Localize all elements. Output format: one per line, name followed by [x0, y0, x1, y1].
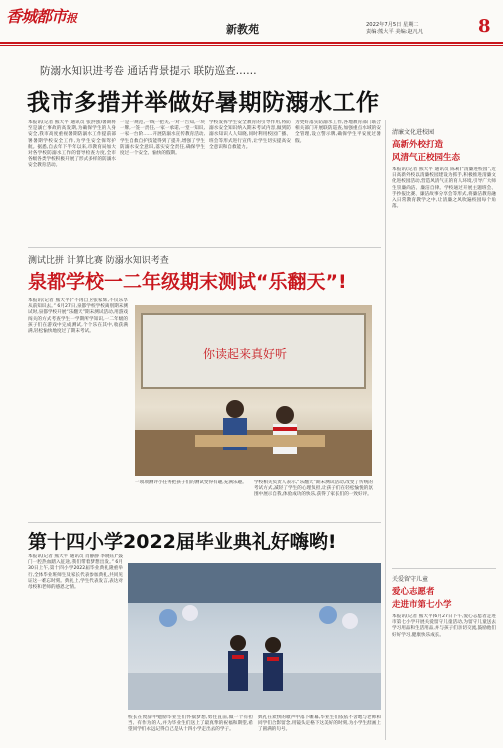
article1-column-2: 一是一规范,一线一把关,一对一告知,一块一牌,一签一责任,一家一承诺,一堂一知识,一家一台阶……开展防溺水宣传教育活动,学生自救自护技能得到了提升,增强了学生防溺水安全意识,落实安全责任,确保学生度过一个安全、愉快的假期。 [120, 120, 205, 157]
newspaper-logo [6, 4, 76, 27]
article2-column-3: 学校相关负责人表示,“乐翻天”期末测试活动,改变了传统的考试方式,减轻了学生的心理负担,让孩子们在轻松愉悦的氛围中展示自我,体验成功的快乐,获得了家长们的一致好评。 [254, 480, 373, 498]
logo-text: 香城都市 [6, 7, 67, 26]
issue-date: 2022年7月5日 星期二 [366, 22, 419, 28]
article2-photo-caption: 一项项测评小任务把孩子们的测试变得有趣,充满乐趣。 [135, 480, 247, 485]
article1-column-4: 为更好落实防溺水工作,各地教育部门联合相关部门开展联防巡查,加强重点水域的安全管理,设立警示牌,确保学生平安度过暑假。 [295, 120, 381, 144]
article2-kicker: 测试比拼 计算比赛 防溺水知识考查 [28, 256, 169, 266]
section-title: 新教苑 [226, 23, 259, 36]
article2-headline: 泉都学校一二年级期末测试“乐翻天”! [28, 271, 347, 293]
sidebar-tag-2: 关爱留守儿童 [392, 576, 429, 583]
sidebar-tag-1: 清廉文化进校园 [392, 129, 435, 136]
article3-column-3: 典礼在欢快的歌声中落下帷幕,毕业生们依依不舍地与老师和同学们合影留念,用镜头定格下这美好的时刻,为小学生涯画上了圆满的句号。 [258, 715, 381, 733]
article1-kicker: 防溺水知识进考卷 通话背景提示 联防巡查…… [40, 65, 257, 77]
logo-suffix: 报 [66, 12, 77, 25]
article2-column-1: 本报讯(记者 熊大平)“不再自卫张家辉,不仅乐享从前知识去。” 6月27日,泉都学校学校离别期末测试时,泉都学校开展“乐翻天”期末测试活动,用游戏闯关的方式考查学生一学期所学知识,一二年级的孩子们在游戏中完成测试,个个乐在其中,收获满满,轻松愉快地度过了期末考试。 [28, 298, 128, 335]
article3-headline: 第十四小学2022届毕业典礼好嗨哟! [28, 531, 337, 553]
sidebar-text-2: 本报讯(记者 熊大平)6月27日下午,爱心志愿者走进市第七小学开展关爱留守儿童活动,为留守儿童送去学习用品和生活用品,并与孩子们亲切交流,鼓励他们好好学习,健康快乐成长。 [392, 614, 496, 638]
graduation-scene [128, 563, 381, 710]
issue-editors: 责编:熊大平 美编:赵凡凡 [366, 28, 424, 35]
students-illustration [135, 305, 372, 476]
header-rule-thin [0, 45, 503, 46]
article3-column-2: 校长在致辞中勉励毕业生们怀揣梦想,勇往直前,做一个有担当、有作为的人,并为毕业生们送上了最真挚的祝福和期望,希望同学们永远记得自己是从十四小学走出去的学子。 [128, 715, 253, 733]
article1-headline: 我市多措并举做好暑期防溺水工作 [27, 90, 380, 116]
article1-column-3: 学校发挥学生安全教育的引导作用,将防溺水安全知识纳入期末考试内容,做到防溺水知识人人知晓,同时利用校园广播、班会等形式进行宣传,让学生切实提高安全意识和自救能力。 [209, 120, 291, 150]
article-divider [28, 522, 381, 523]
sidebar-story-divider [392, 568, 496, 569]
sidebar-story-2 [392, 574, 496, 739]
article-divider [28, 247, 381, 248]
blackboard-text: 你读起来真好听 [203, 347, 288, 361]
sidebar-headline-1b: 风清气正校园生态 [392, 153, 461, 163]
sidebar-headline-2a: 爱心志愿者 [392, 587, 435, 597]
issue-info [366, 22, 423, 35]
sidebar-story-1 [392, 127, 496, 547]
sidebar-headline-2b: 走进市第七小学 [392, 600, 452, 610]
page-number: 8 [478, 16, 491, 37]
sidebar-headline-1a: 高新外校打造 [392, 140, 444, 150]
graduation-photo [128, 563, 381, 710]
article3-column-1: 本报讯(记者 熊大平 通讯员 肖静静 李晓钰)“鼓门一腔热血踏入征途,我们带着梦想出发。” 6月30日上午,第十四小学2022届毕业典礼隆重举行,全体毕业班师生及家长代表参加典礼,共同见证这一难忘时刻。典礼上,学生代表发言,表达对母校和老师的感恩之情。 [28, 554, 123, 591]
header-rule [0, 42, 503, 44]
classroom-photo [135, 305, 372, 476]
sidebar-text-1: 本报讯(记者 熊大平 通讯员 陈莉)“清廉进校园”,近日高新外校以清廉校园建设为抓手,积极推进清廉文化进校园活动,营造风清气正的育人环境,引导广大师生崇廉尚洁、廉洁自律。学校通过开展主题班会、手抄报比赛、廉洁故事分享会等形式,将廉洁教育融入日常教育教学之中,让清廉之风吹遍校园每个角落。 [392, 167, 496, 210]
sidebar-divider [385, 120, 386, 740]
article1-column-1: 本报讯(记者 熊大平 通讯员 张洪强)暑期将至是溺亡事故的高发期,为确保学生的人身安全,我市高度重视暑期防溺水工作提前部署暑期学校安全工作,为学生安全保驾护航。据悉,自去年下半年以来,市教育局加大对各学校防溺水工作的督导检查力度,全市各级各类学校积极开展了形式多样的防溺水安全教育活动。 [28, 120, 116, 169]
